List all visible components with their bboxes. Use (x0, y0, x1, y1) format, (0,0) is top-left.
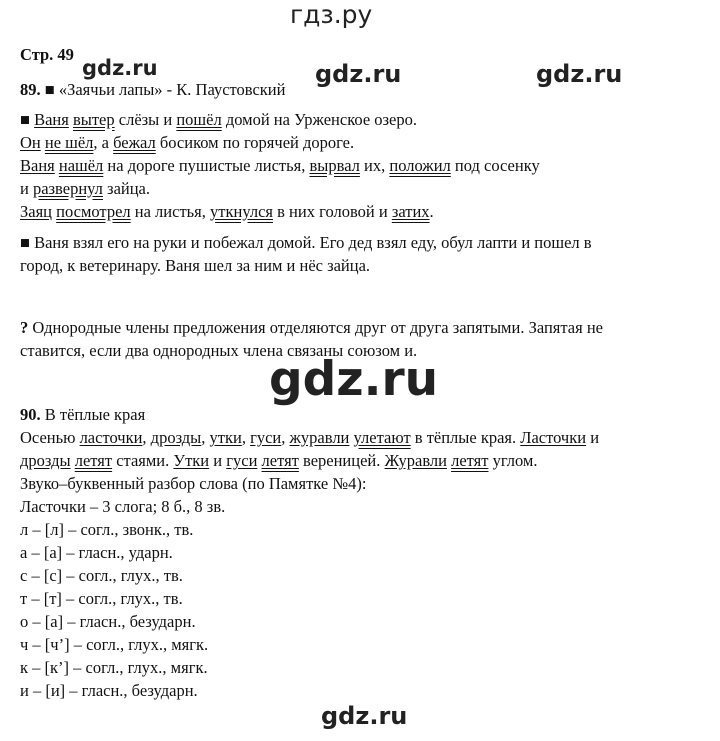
ex90-heading (20, 405, 145, 425)
predicate-word: развернул (32, 179, 103, 198)
analysis-word: Ласточки – 3 слога; 8 б., 8 зв. (20, 497, 226, 516)
predicate-word: не шёл (44, 133, 94, 152)
ex89-marker: ■ (44, 80, 55, 99)
predicate-word: уткнулся (210, 202, 274, 221)
text-fragment: и (20, 179, 33, 198)
page-label: Стр. 49 (20, 45, 74, 64)
question-line: ставится, если два однородных члена связаны союзом и. (20, 341, 418, 360)
watermark-small: gdz.ru (536, 60, 623, 88)
sentence-line (20, 179, 150, 199)
text-fragment: под сосенку (450, 156, 540, 175)
sentence-line (20, 110, 417, 130)
ex90-title: В тёплые края (44, 405, 146, 424)
subject-word: дрозды (20, 451, 71, 470)
watermark-small: gdz.ru (82, 56, 158, 80)
subject-word: журавли (289, 428, 350, 447)
analysis-row: о – [а] – гласн., безударн. (20, 612, 196, 631)
ex89-number: 89. (20, 80, 41, 99)
text-fragment: зайца. (102, 179, 150, 198)
analysis-row: т – [т] – согл., глух., тв. (20, 589, 183, 608)
text-line (20, 428, 599, 448)
predicate-word: летят (74, 451, 113, 470)
subject-word: утки (209, 428, 242, 447)
predicate-word: вытер (72, 110, 115, 129)
text-fragment: и (586, 428, 600, 447)
text-fragment: на дороге пушистые листья, (103, 156, 310, 175)
predicate-word: положил (389, 156, 451, 175)
text-fragment: ■ (20, 110, 35, 129)
predicate-word: затих (391, 202, 430, 221)
text-fragment: , (241, 428, 251, 447)
ex90-number: 90. (20, 405, 41, 424)
analysis-row: л – [л] – согл., звонк., тв. (20, 520, 194, 539)
text-fragment: . (429, 202, 434, 221)
text-fragment: Осенью (20, 428, 80, 447)
retelling-line: ■ Ваня взял его на руки и побежал домой. Его дед взял еду, обул лапти и пошел в (20, 233, 592, 252)
text-fragment: углом. (488, 451, 538, 470)
text-fragment: их, (359, 156, 390, 175)
analysis-row: ч – [ч’] – согл., глух., мягк. (20, 635, 209, 654)
text-fragment: и (209, 451, 227, 470)
text-fragment: домой на Урженское озеро. (221, 110, 418, 129)
subject-word: Ваня (20, 156, 55, 175)
ex89-heading (20, 80, 285, 100)
watermark-bottom: gdz.ru (321, 702, 408, 730)
text-fragment: , (281, 428, 290, 447)
predicate-word: нашёл (58, 156, 104, 175)
analysis-row: а – [а] – гласн., ударн. (20, 543, 173, 562)
subject-word: Он (20, 133, 41, 152)
retelling-line: город, к ветеринару. Ваня шел за ним и нёс зайца. (20, 256, 371, 275)
question-mark: ? (20, 318, 29, 337)
text-fragment: на листья, (130, 202, 211, 221)
subject-word: дрозды (150, 428, 202, 447)
sentence-line (20, 156, 540, 176)
subject-word: ласточки (79, 428, 143, 447)
watermark-top: гдз.ру (290, 0, 373, 29)
predicate-word: улетают (353, 428, 411, 447)
subject-word: Журавли (384, 451, 447, 470)
text-fragment: в них головой и (273, 202, 392, 221)
question-text: Однородные члены предложения отделяются друг от друга запятыми. Запятая не (28, 318, 603, 337)
subject-word: гуси (250, 428, 282, 447)
subject-word: Ваня (34, 110, 69, 129)
predicate-word: летят (261, 451, 299, 470)
watermark-small: gdz.ru (315, 60, 402, 88)
analysis-row: к – [к’] – согл., глух., мягк. (20, 658, 208, 677)
subject-word: Ласточки (520, 428, 587, 447)
text-fragment: слёзы и (114, 110, 177, 129)
text-fragment: босиком по горячей дороге. (155, 133, 355, 152)
analysis-row: и – [и] – гласн., безударн. (20, 681, 198, 700)
sentence-line (20, 133, 354, 153)
sentence-line (20, 202, 434, 222)
analysis-title: Звуко–буквенный разбор слова (по Памятке №4): (20, 474, 367, 493)
text-fragment: , а (93, 133, 114, 152)
subject-word: Заяц (20, 202, 53, 221)
predicate-word: пошёл (176, 110, 222, 129)
analysis-row: с – [с] – согл., глух., тв. (20, 566, 183, 585)
predicate-word: бежал (113, 133, 156, 152)
text-fragment: вереницей. (298, 451, 385, 470)
predicate-word: летят (451, 451, 489, 470)
text-fragment: , (142, 428, 151, 447)
text-line (20, 451, 538, 471)
ex89-title: «Заячьи лапы» - К. Паустовский (58, 80, 286, 99)
predicate-word: посмотрел (56, 202, 131, 221)
subject-word: гуси (226, 451, 258, 470)
predicate-word: вырвал (309, 156, 360, 175)
text-fragment: стаями. (112, 451, 174, 470)
watermark-big: gdz.ru (269, 352, 439, 407)
text-fragment: , (201, 428, 210, 447)
question-line (20, 318, 603, 338)
subject-word: Утки (173, 451, 210, 470)
text-fragment: в тёплые края. (410, 428, 521, 447)
